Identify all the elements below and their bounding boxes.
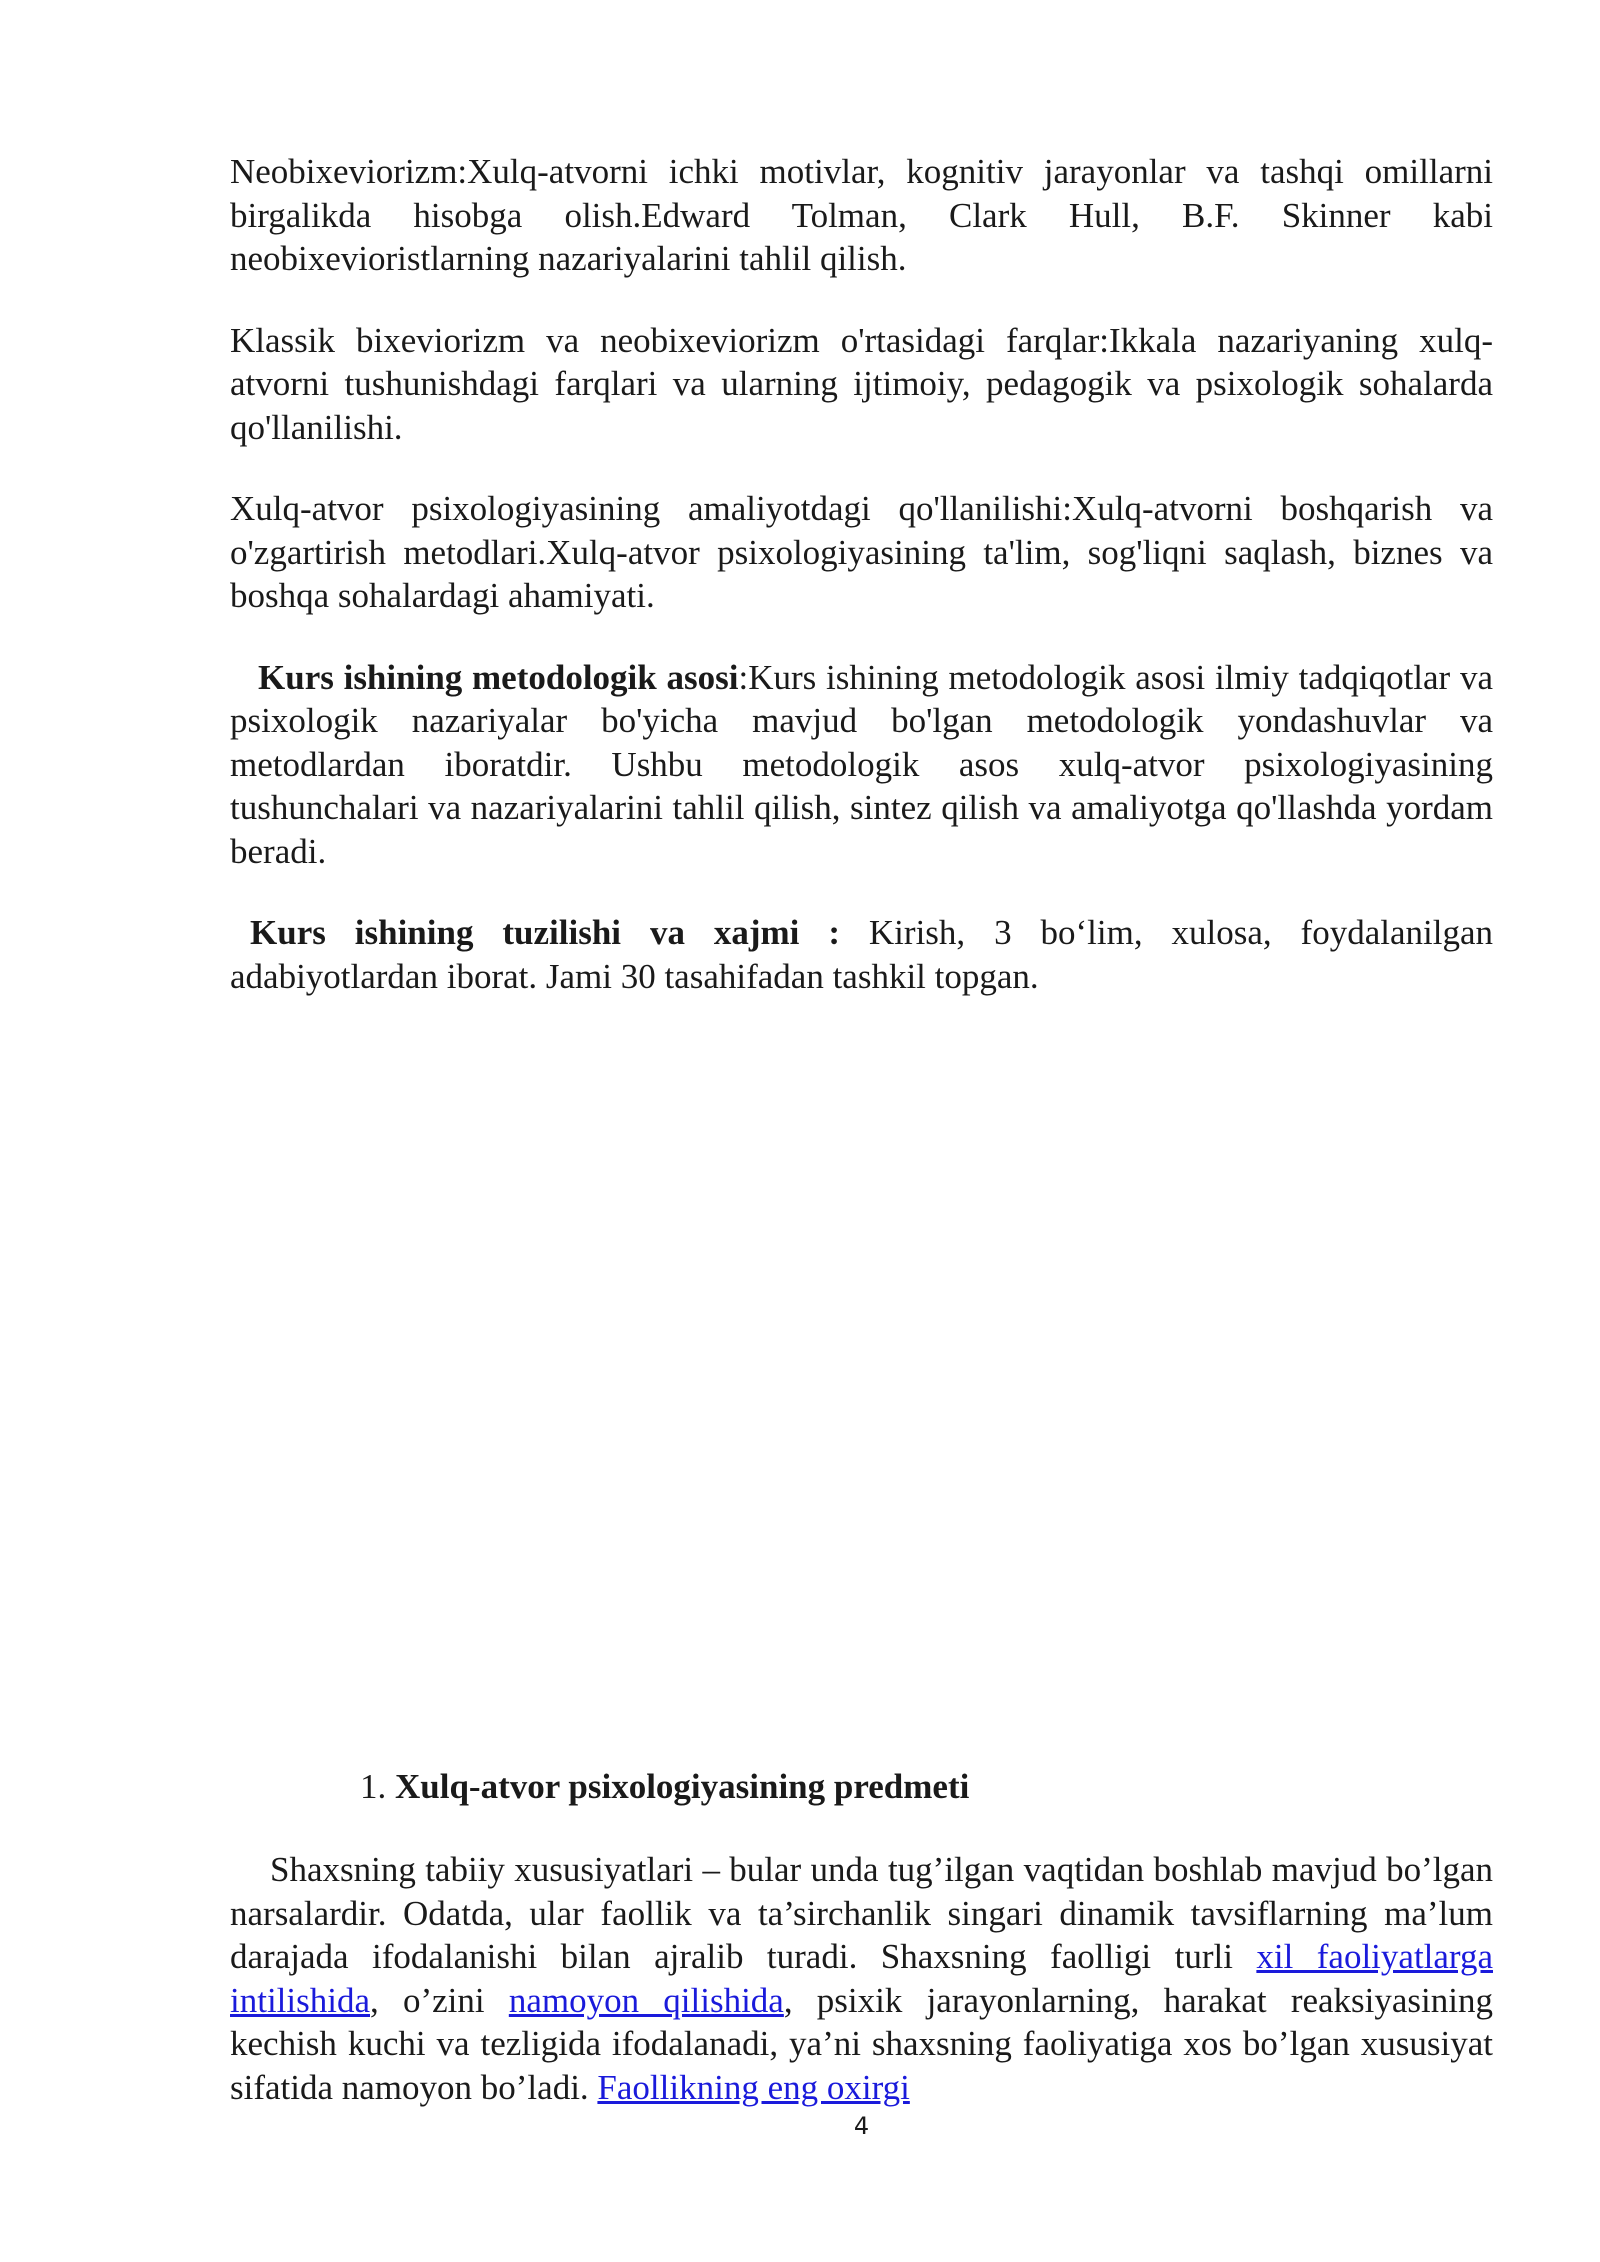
paragraph-neobixeviorizm: Neobixeviorizm:Xulq-atvorni ichki motivlar, kognitiv jarayonlar va tashqi omillarni birgalikda hisobga olish.Edward Tolman, Clark Hull, B.F. Skinner kabi neobixevioristlarning nazariyalarini tahlil qilish. xyxy=(230,152,1493,278)
tuzilishi-text: Kirish, 3 bo‘lim, xulosa, foydalanilgan adabiyotlardan iborat. Jami 30 tasahifadan tashkil topgan. xyxy=(230,913,1493,996)
section-heading xyxy=(360,1765,969,1809)
metodologik-asos-label: Kurs ishining metodologik asosi xyxy=(258,657,739,697)
paragraph-amaliyot: Xulq-atvor psixologiyasining amaliyotdagi qo'llanilishi:Xulq-atvorni boshqarish va o'zgartirish metodlari.Xulq-atvor psixologiyasining ta'lim, sog'liqni saqlash, biznes va boshqa sohalardagi ahamiyati. xyxy=(230,489,1493,615)
metodologik-asos-text: :Kurs ishining metodologik asosi ilmiy tadqiqotlar va psixologik nazariyalar bo'yicha mavjud bo'lgan metodologik yondashuvlar va metodlardan iboratdir. Ushbu metodologik asos xulq-atvor psixologiyasining tushunchalari va nazariyalarini tahlil qilish, sintez qilish va amaliyotga qo'llashda yordam beradi. xyxy=(230,657,1493,871)
paragraph-metodologik-asos xyxy=(230,656,1493,874)
tuzilishi-label: Kurs ishining tuzilishi va xajmi : xyxy=(250,913,840,952)
page-number: 4 xyxy=(853,2112,870,2140)
section-text-2: , o’zini xyxy=(370,1980,509,2020)
paragraph-shaxsning-tabiiy xyxy=(230,1848,1493,2109)
section-text-3: , psixik jarayonlarning, harakat reaksiyasining kechish kuchi va tezligida ifodalanadi, ya’ni shaxsning faoliyatiga xos bo’lgan xususiyat sifatida namoyon bo’ladi. xyxy=(230,1980,1494,2107)
link-xil-faoliyatlarga[interactable]: xil faoliyatlarga intilishida xyxy=(230,1937,1493,2020)
section-body xyxy=(230,1848,1493,2147)
link-namoyon-qilishida[interactable]: namoyon qilishida xyxy=(508,1980,784,2020)
section-text-1: Shaxsning tabiiy xususiyatlari – bular unda tug’ilgan vaqtidan boshlab mavjud bo’lgan narsalardir. Odatda, ular faollik va ta’sirchanlik singari dinamik tavsiflarning ma’lum darajada ifodalanishi bilan ajralib turadi. Shaxsning faolligi turli xyxy=(230,1850,1493,1976)
paragraph-tuzilishi xyxy=(230,911,1493,998)
link-faollikning[interactable]: Faollikning eng oxirgi xyxy=(597,2067,910,2107)
paragraph-farqlar: Klassik bixeviorizm va neobixeviorizm o'rtasidagi farqlar:Ikkala nazariyaning xulq-atvorni tushunishdagi farqlari va ularning ijtimoiy, pedagogik va psixologik sohalarda qo'llanilishi. xyxy=(230,320,1493,447)
section-title: Xulq-atvor psixologiyasining predmeti xyxy=(395,1767,970,1806)
document-page xyxy=(230,150,1493,1036)
section-number: 1. xyxy=(360,1767,387,1806)
